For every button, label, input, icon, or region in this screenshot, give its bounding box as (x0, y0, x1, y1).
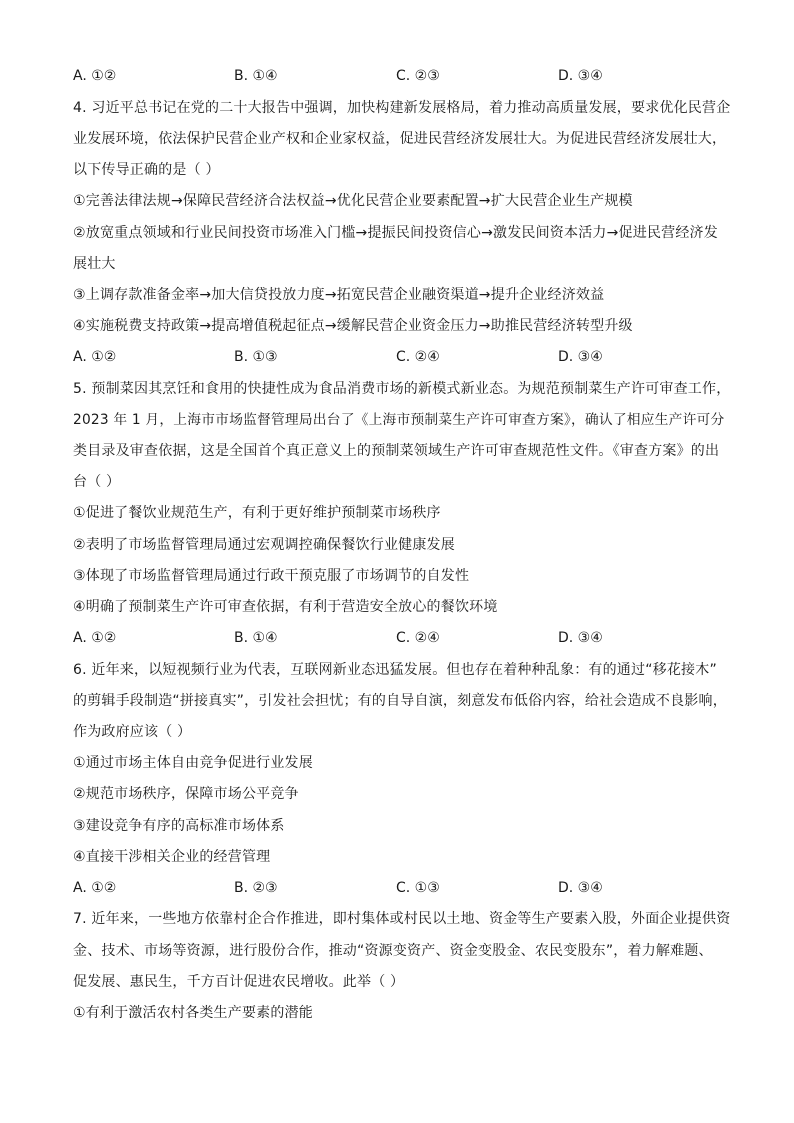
q6-option-b: B. ②③ (234, 880, 278, 896)
q5-options (73, 628, 733, 648)
q3-option-c: C. ②③ (396, 68, 440, 84)
q5-item-3: ③体现了市场监督管理局通过行政干预克服了市场调节的自发性 (73, 568, 470, 584)
q6-options (73, 878, 733, 898)
q3-option-b: B. ①④ (234, 68, 278, 84)
q4-stem-line: 业发展环境，依法保护民营企业产权和企业家权益，促进民营经济发展壮大。为促进民营经济发展壮大， (73, 131, 727, 147)
q6-stem-line: 6. 近年来，以短视频行业为代表，互联网新业态迅猛发展。但也存在着种种乱象：有的通过“移花接木” (73, 662, 717, 678)
q4-item-4: ④实施税费支持政策→提高增值税起征点→缓解民营企业资金压力→助推民营经济转型升级 (73, 318, 633, 334)
q4-options (73, 347, 733, 367)
q5-option-a: A. ①② (73, 630, 117, 646)
q4-option-a: A. ①② (73, 349, 117, 365)
q4-item-1: ①完善法律法规→保障民营经济合法权益→优化民营企业要素配置→扩大民营企业生产规模 (73, 193, 633, 209)
q6-option-c: C. ①③ (396, 880, 440, 896)
q5-option-d: D. ③④ (558, 630, 603, 646)
q3-option-a: A. ①② (73, 68, 117, 84)
q5-stem-line: 5. 预制菜因其烹饪和食用的快捷性成为食品消费市场的新模式新业态。为规范预制菜生产许可审查工作， (73, 381, 731, 397)
q6-stem-line: 的剪辑手段制造“拼接真实”，引发社会担忧；有的自导自演，刻意发布低俗内容，给社会造成不良影响， (73, 693, 727, 709)
q4-stem-line: 以下传导正确的是（ ） (73, 162, 220, 178)
q5-item-4: ④明确了预制菜生产许可审查依据，有利于营造安全放心的餐饮环境 (73, 599, 498, 615)
q6-stem-line: 作为政府应该（ ） (73, 724, 192, 740)
q5-stem-line: 2023 年 1 月，上海市市场监督管理局出台了《上海市预制菜生产许可审查方案》，确认了相应生产许可分 (73, 412, 725, 428)
q5-stem-line: 类目录及审查依据，这是全国首个真正意义上的预制菜领域生产许可审查规范性文件。《审查方案》的出 (73, 443, 720, 459)
q6-option-a: A. ①② (73, 880, 117, 896)
q5-stem-line: 台（ ） (73, 474, 121, 490)
q6-option-d: D. ③④ (558, 880, 603, 896)
q5-item-1: ①促进了餐饮业规范生产，有利于更好维护预制菜市场秩序 (73, 505, 441, 521)
q6-item-2: ②规范市场秩序，保障市场公平竞争 (73, 786, 299, 802)
q5-item-2: ②表明了市场监督管理局通过宏观调控确保餐饮行业健康发展 (73, 537, 455, 553)
q5-option-b: B. ①④ (234, 630, 278, 646)
q7-stem-line: 促发展、惠民生，千方百计促进农民增收。此举（ ） (73, 974, 405, 990)
q4-item-2-cont: 展壮大 (73, 256, 116, 272)
q4-option-b: B. ①③ (234, 349, 278, 365)
q7-stem-line: 7. 近年来，一些地方依靠村企合作推进，即村集体或村民以土地、资金等生产要素入股，外面企业提供资 (73, 911, 731, 927)
q4-stem-line: 4. 习近平总书记在党的二十大报告中强调，加快构建新发展格局，着力推动高质量发展，要求优化民营企 (73, 100, 731, 116)
q4-item-3: ③上调存款准备金率→加大信贷投放力度→拓宽民营企业融资渠道→提升企业经济效益 (73, 287, 605, 303)
q3-option-d: D. ③④ (558, 68, 603, 84)
q4-item-2: ②放宽重点领域和行业民间投资市场准入门槛→提振民间投资信心→激发民间资本活力→促进民营经济发 (73, 225, 718, 241)
q4-option-c: C. ②④ (396, 349, 440, 365)
q5-option-c: C. ②④ (396, 630, 440, 646)
q4-option-d: D. ③④ (558, 349, 603, 365)
q7-item-1: ①有利于激活农村各类生产要素的潜能 (73, 1005, 313, 1021)
q3-options (73, 66, 733, 86)
q7-stem-line: 金、技术、市场等资源，进行股份合作，推动“资源变资产、资金变股金、农民变股东”，着力解难题、 (73, 943, 713, 959)
q6-item-3: ③建设竞争有序的高标准市场体系 (73, 818, 285, 834)
q6-item-1: ①通过市场主体自由竞争促进行业发展 (73, 755, 313, 771)
q6-item-4: ④直接干涉相关企业的经营管理 (73, 849, 271, 865)
